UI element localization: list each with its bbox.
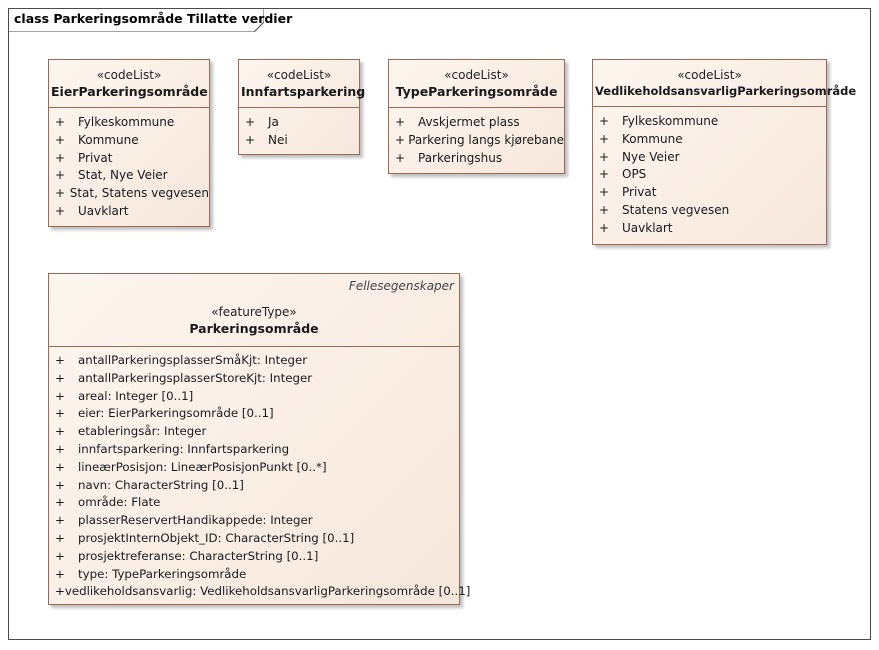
visibility-marker: + <box>599 131 610 146</box>
attribute-row[interactable] <box>593 202 826 220</box>
visibility-marker: + <box>599 149 610 164</box>
class-eierparkeringsomrade[interactable] <box>48 59 210 227</box>
attribute-label: Privat <box>622 185 657 200</box>
visibility-marker: + <box>55 150 66 165</box>
attribute-label: etableringsår: Integer <box>78 424 207 439</box>
class-name: Parkeringsområde <box>189 321 319 336</box>
class-name: TypeParkeringsområde <box>395 84 558 99</box>
attribute-row[interactable] <box>49 132 209 150</box>
attribute-label: Ja <box>268 115 279 129</box>
class-header <box>49 60 209 108</box>
attribute-label: prosjektreferanse: CharacterString [0..1] <box>78 548 319 563</box>
visibility-marker: + <box>55 566 65 581</box>
class-name: EierParkeringsområde <box>51 84 208 99</box>
attribute-label: innfartsparkering: Innfartsparkering <box>78 441 290 456</box>
attribute-row[interactable] <box>49 405 459 423</box>
class-attributes <box>49 108 209 225</box>
attribute-row[interactable] <box>49 203 209 221</box>
attribute-label: Fylkeskommune <box>78 115 175 129</box>
attribute-row[interactable] <box>49 167 209 185</box>
attribute-row[interactable] <box>49 185 209 203</box>
class-header <box>593 60 857 107</box>
stereotype-label: «featureType» <box>211 305 297 319</box>
class-attributes <box>49 347 471 605</box>
attribute-row[interactable] <box>389 114 564 132</box>
attribute-label: Avskjermet plass <box>418 115 520 129</box>
visibility-marker: + <box>55 530 65 545</box>
attribute-row[interactable] <box>49 370 459 388</box>
visibility-marker: + <box>55 424 65 439</box>
visibility-marker: + <box>55 406 65 421</box>
attribute-row[interactable] <box>49 352 459 370</box>
attribute-label: Nye Veier <box>622 149 680 164</box>
attribute-row[interactable] <box>593 166 826 184</box>
attribute-row[interactable] <box>593 184 826 202</box>
visibility-marker: + <box>55 168 66 183</box>
class-attributes <box>239 108 359 154</box>
stereotype-label: «codeList» <box>266 68 332 82</box>
attribute-row[interactable] <box>49 423 459 441</box>
attribute-label: Uavklart <box>78 203 129 218</box>
class-innfartsparkering[interactable] <box>238 59 366 155</box>
attribute-label: type: TypeParkeringsområde <box>78 566 247 581</box>
attribute-row[interactable] <box>239 114 359 132</box>
class-header <box>389 60 564 108</box>
visibility-marker: + <box>55 186 66 201</box>
visibility-marker: + <box>55 132 66 147</box>
visibility-marker: + <box>55 584 65 599</box>
visibility-marker: + <box>599 202 610 217</box>
attribute-label: plasserReservertHandikappede: Integer <box>78 513 313 528</box>
tagged-value-label: Fellesegenskaper <box>348 279 454 293</box>
visibility-marker: + <box>55 495 65 510</box>
attribute-label: Parkeringshus <box>418 150 503 165</box>
visibility-marker: + <box>55 459 65 474</box>
visibility-marker: + <box>599 220 610 235</box>
visibility-marker: + <box>245 115 256 129</box>
class-header <box>239 60 366 108</box>
class-header <box>49 274 459 347</box>
attribute-label: Nei <box>268 132 288 147</box>
attribute-row[interactable] <box>49 530 459 548</box>
visibility-marker: + <box>395 132 406 147</box>
attribute-row[interactable] <box>49 441 459 459</box>
attribute-row[interactable] <box>593 220 826 238</box>
visibility-marker: + <box>55 203 66 218</box>
visibility-marker: + <box>55 477 65 492</box>
class-typeparkeringsomrade[interactable] <box>388 59 565 174</box>
attribute-row[interactable] <box>49 566 459 584</box>
attribute-row[interactable] <box>389 132 564 150</box>
attribute-label: Statens vegvesen <box>622 202 730 217</box>
attribute-row[interactable] <box>593 149 826 167</box>
attribute-row[interactable] <box>49 512 459 530</box>
attribute-label: Stat, Nye Veier <box>78 168 168 183</box>
class-parkeringsomrade[interactable] <box>48 273 471 605</box>
attribute-label: Privat <box>78 150 113 165</box>
attribute-row[interactable] <box>49 583 471 601</box>
stereotype-label: «codeList» <box>444 68 509 82</box>
diagram-title: class Parkeringsområde Tillatte verdier <box>14 11 293 26</box>
attribute-row[interactable] <box>239 132 359 150</box>
attribute-label: Fylkeskommune <box>622 114 719 128</box>
attribute-label: Uavklart <box>622 220 673 235</box>
attribute-label: lineærPosisjon: LineærPosisjonPunkt [0..*] <box>78 459 327 474</box>
attribute-row[interactable] <box>49 114 209 132</box>
class-name: Innfartsparkering <box>241 84 366 99</box>
attribute-row[interactable] <box>49 548 459 566</box>
visibility-marker: + <box>599 185 610 200</box>
attribute-label: antallParkeringsplasserSmåKjt: Integer <box>78 353 308 367</box>
attribute-label: OPS <box>622 167 647 182</box>
visibility-marker: + <box>55 115 66 129</box>
attribute-label: prosjektInternObjekt_ID: CharacterString [0..1] <box>78 530 355 545</box>
attribute-label: Stat, Statens vegvesen <box>69 186 209 201</box>
attribute-row[interactable] <box>389 150 564 168</box>
attribute-label: eier: EierParkeringsområde [0..1] <box>78 406 274 421</box>
attribute-label: Kommune <box>78 132 139 147</box>
attribute-label: antallParkeringsplasserStoreKjt: Integer <box>78 370 313 385</box>
visibility-marker: + <box>55 548 65 563</box>
class-attributes <box>593 107 826 242</box>
attribute-label: Parkering langs kjørebane <box>408 132 564 147</box>
attribute-label: areal: Integer [0..1] <box>78 388 194 403</box>
class-vedlikeholdsansvarligparkeringsomrade[interactable] <box>592 59 857 245</box>
attribute-row[interactable] <box>49 477 459 495</box>
attribute-row[interactable] <box>593 113 826 131</box>
visibility-marker: + <box>55 353 65 367</box>
visibility-marker: + <box>599 114 610 128</box>
attribute-label: navn: CharacterString [0..1] <box>78 477 244 492</box>
visibility-marker: + <box>599 167 610 182</box>
attribute-label: Kommune <box>622 131 683 146</box>
stereotype-label: «codeList» <box>96 68 162 82</box>
visibility-marker: + <box>55 441 65 456</box>
visibility-marker: + <box>55 370 65 385</box>
visibility-marker: + <box>245 132 256 147</box>
attribute-label: vedlikeholdsansvarlig: VedlikeholdsansvarligParkeringsområde [0..1] <box>64 584 471 599</box>
class-name: VedlikeholdsansvarligParkeringsområde <box>595 84 857 98</box>
visibility-marker: + <box>395 150 406 165</box>
attribute-row[interactable] <box>49 494 459 512</box>
attribute-row[interactable] <box>49 150 209 168</box>
attribute-row[interactable] <box>593 131 826 149</box>
class-attributes <box>389 108 564 171</box>
attribute-row[interactable] <box>49 459 459 477</box>
visibility-marker: + <box>55 388 65 403</box>
stereotype-label: «codeList» <box>677 68 742 82</box>
visibility-marker: + <box>55 513 65 528</box>
visibility-marker: + <box>395 115 406 129</box>
attribute-label: område: Flate <box>78 495 161 510</box>
attribute-row[interactable] <box>49 388 459 406</box>
